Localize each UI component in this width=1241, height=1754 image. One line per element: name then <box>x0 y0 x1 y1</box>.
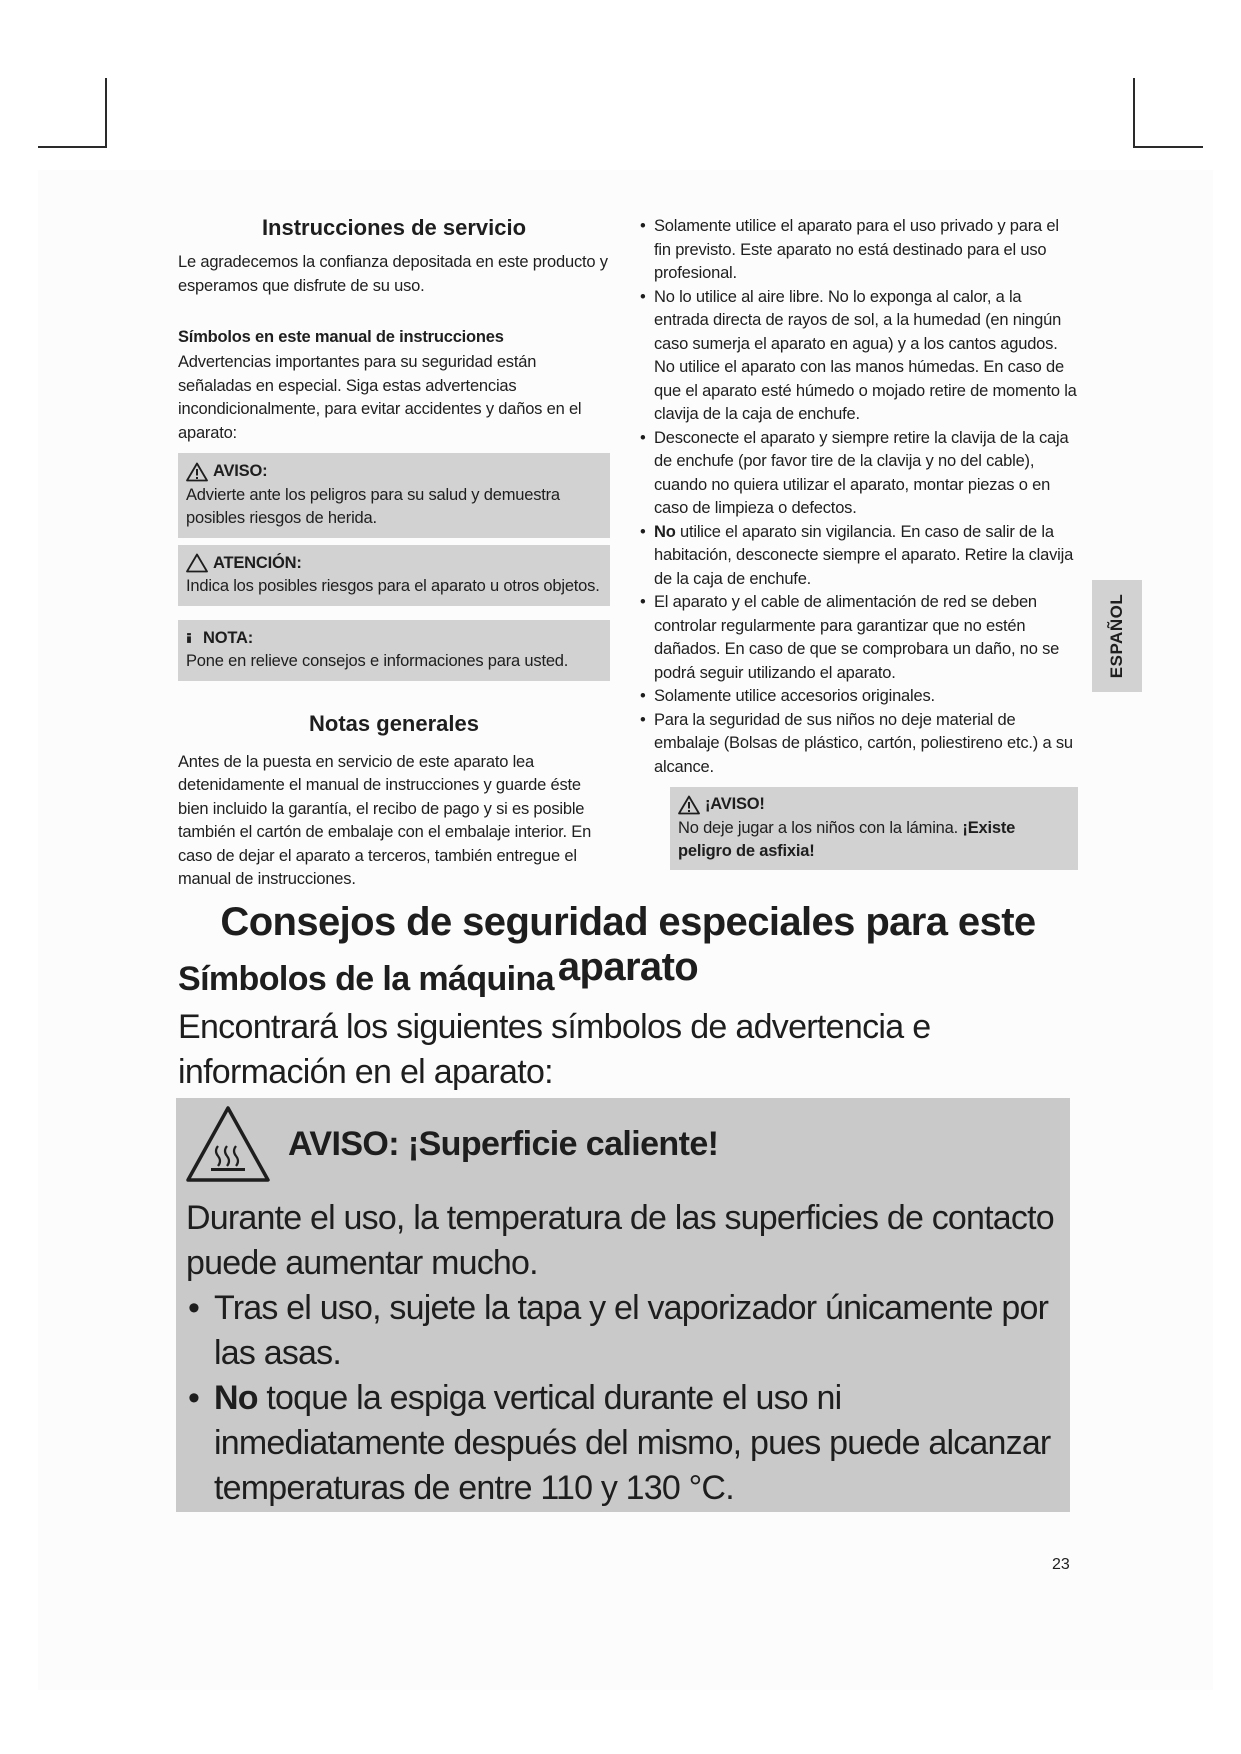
list-item: • Solamente utilice accesorios originales. <box>640 687 935 705</box>
nota-title: NOTA: <box>203 628 254 647</box>
list-item: • El aparato y el cable de alimentación de red se deben controlar regularmente para garantizar que no estén dañados. En caso de que se comprobara un daño, no se podrá seguir utilizando el aparato. <box>640 593 1060 682</box>
nota-text: Pone en relieve consejos e informaciones para usted. <box>186 652 569 670</box>
nota-notice <box>178 620 610 681</box>
atencion-notice <box>178 545 610 606</box>
list-item: • No toque la espiga vertical durante el uso ni inmediatamente después del mismo, pues puede alcanzar temperaturas de entre 110 y 130 °C. <box>188 1379 1051 1507</box>
safety-bullet-list <box>640 215 1078 779</box>
list-item: • Tras el uso, sujete la tapa y el vaporizador únicamente por las asas. <box>188 1289 1049 1372</box>
language-tab-label: ESPAÑOL <box>1107 593 1127 679</box>
warning-triangle-icon <box>678 795 700 815</box>
section-title: Consejos de seguridad especiales para este aparato <box>220 900 1036 989</box>
symbols-paragraph: Advertencias importantes para su seguridad están señaladas en especial. Siga estas advertencias incondicionalmente, para evitar accidentes y daños en el aparato: <box>178 353 582 442</box>
page-number: 23 <box>1052 1556 1070 1573</box>
aviso-text: Advierte ante los peligros para su salud y demuestra posibles riesgos de herida. <box>186 485 560 527</box>
aviso-title: AVISO: <box>213 462 268 480</box>
general-notes-paragraph: Antes de la puesta en servicio de este aparato lea detenidamente el manual de instrucciones y guarde éste bien incluido la garantía, el recibo de pago y si es posible también el cartón de embalaje con el embalaje interior. En caso de dejar el aparato a terceros, también entregue el manual de instrucciones. <box>178 752 592 888</box>
list-item: • Solamente utilice el aparato para el uso privado y para el fin previsto. Este aparato no está destinado para el uso profesional. <box>640 217 1059 282</box>
hot-surface-icon <box>184 1104 272 1184</box>
general-notes-title: Notas generales <box>309 710 479 736</box>
section-intro: Encontrará los siguientes símbolos de advertencia e información en el aparato: <box>178 1008 931 1091</box>
symbols-heading: Símbolos en este manual de instrucciones <box>178 328 504 346</box>
crop-mark <box>105 78 107 148</box>
crop-mark <box>1133 146 1203 148</box>
aviso2-text: No deje jugar a los niños con la lámina. ¡Existe peligro de asfixia! <box>678 818 1016 860</box>
list-item: • Desconecte el aparato y siempre retire la clavija de la caja de enchufe (por favor tire de la clavija y no del cable), cuando no quiera utilizar el aparato, montar piezas o en caso de limpieza o defectos. <box>640 428 1069 517</box>
atencion-title: ATENCIÓN: <box>213 553 302 572</box>
aviso2-title: ¡AVISO! <box>705 795 765 813</box>
warning-triangle-icon <box>186 462 208 482</box>
aviso-children-notice <box>670 787 1078 870</box>
info-icon <box>186 628 198 648</box>
crop-mark <box>38 146 107 148</box>
language-tab <box>1092 580 1142 692</box>
left-column <box>178 215 610 892</box>
section-subtitle: Símbolos de la máquina <box>178 960 554 998</box>
list-item: • No utilice el aparato sin vigilancia. En caso de salir de la habitación, desconecte siempre el aparato. Retire la clavija de la caja de enchufe. <box>640 522 1074 588</box>
caution-triangle-icon <box>186 553 208 573</box>
instructions-title: Instrucciones de servicio <box>261 215 527 240</box>
aviso-notice <box>178 453 610 538</box>
crop-mark <box>1133 78 1135 148</box>
atencion-text: Indica los posibles riesgos para el aparato u otros objetos. <box>186 577 600 595</box>
hot-surface-warning-box <box>176 1098 1070 1512</box>
list-item: • Para la seguridad de sus niños no deje material de embalaje (Bolsas de plástico, cartón, poliestireno etc.) a su alcance. <box>640 710 1073 776</box>
thanks-paragraph: Le agradecemos la confianza depositada en este producto y esperamos que disfrute de su uso. <box>178 253 608 295</box>
list-item: • No lo utilice al aire libre. No lo exponga al calor, a la entrada directa de rayos de sol, a la humedad (en ningún caso sumerja el aparato en agua) y a los cantos agudos. No utilice el aparato con las manos húmedas. En caso de que el aparato esté húmedo o mojado retire de momento la clavija de la caja de enchufe. <box>640 287 1077 423</box>
hot-surface-text: Durante el uso, la temperatura de las superficies de contacto puede aumentar mucho. <box>186 1199 1054 1282</box>
hot-surface-title: AVISO: ¡Superficie caliente! <box>288 1124 719 1163</box>
right-column <box>640 215 1078 870</box>
